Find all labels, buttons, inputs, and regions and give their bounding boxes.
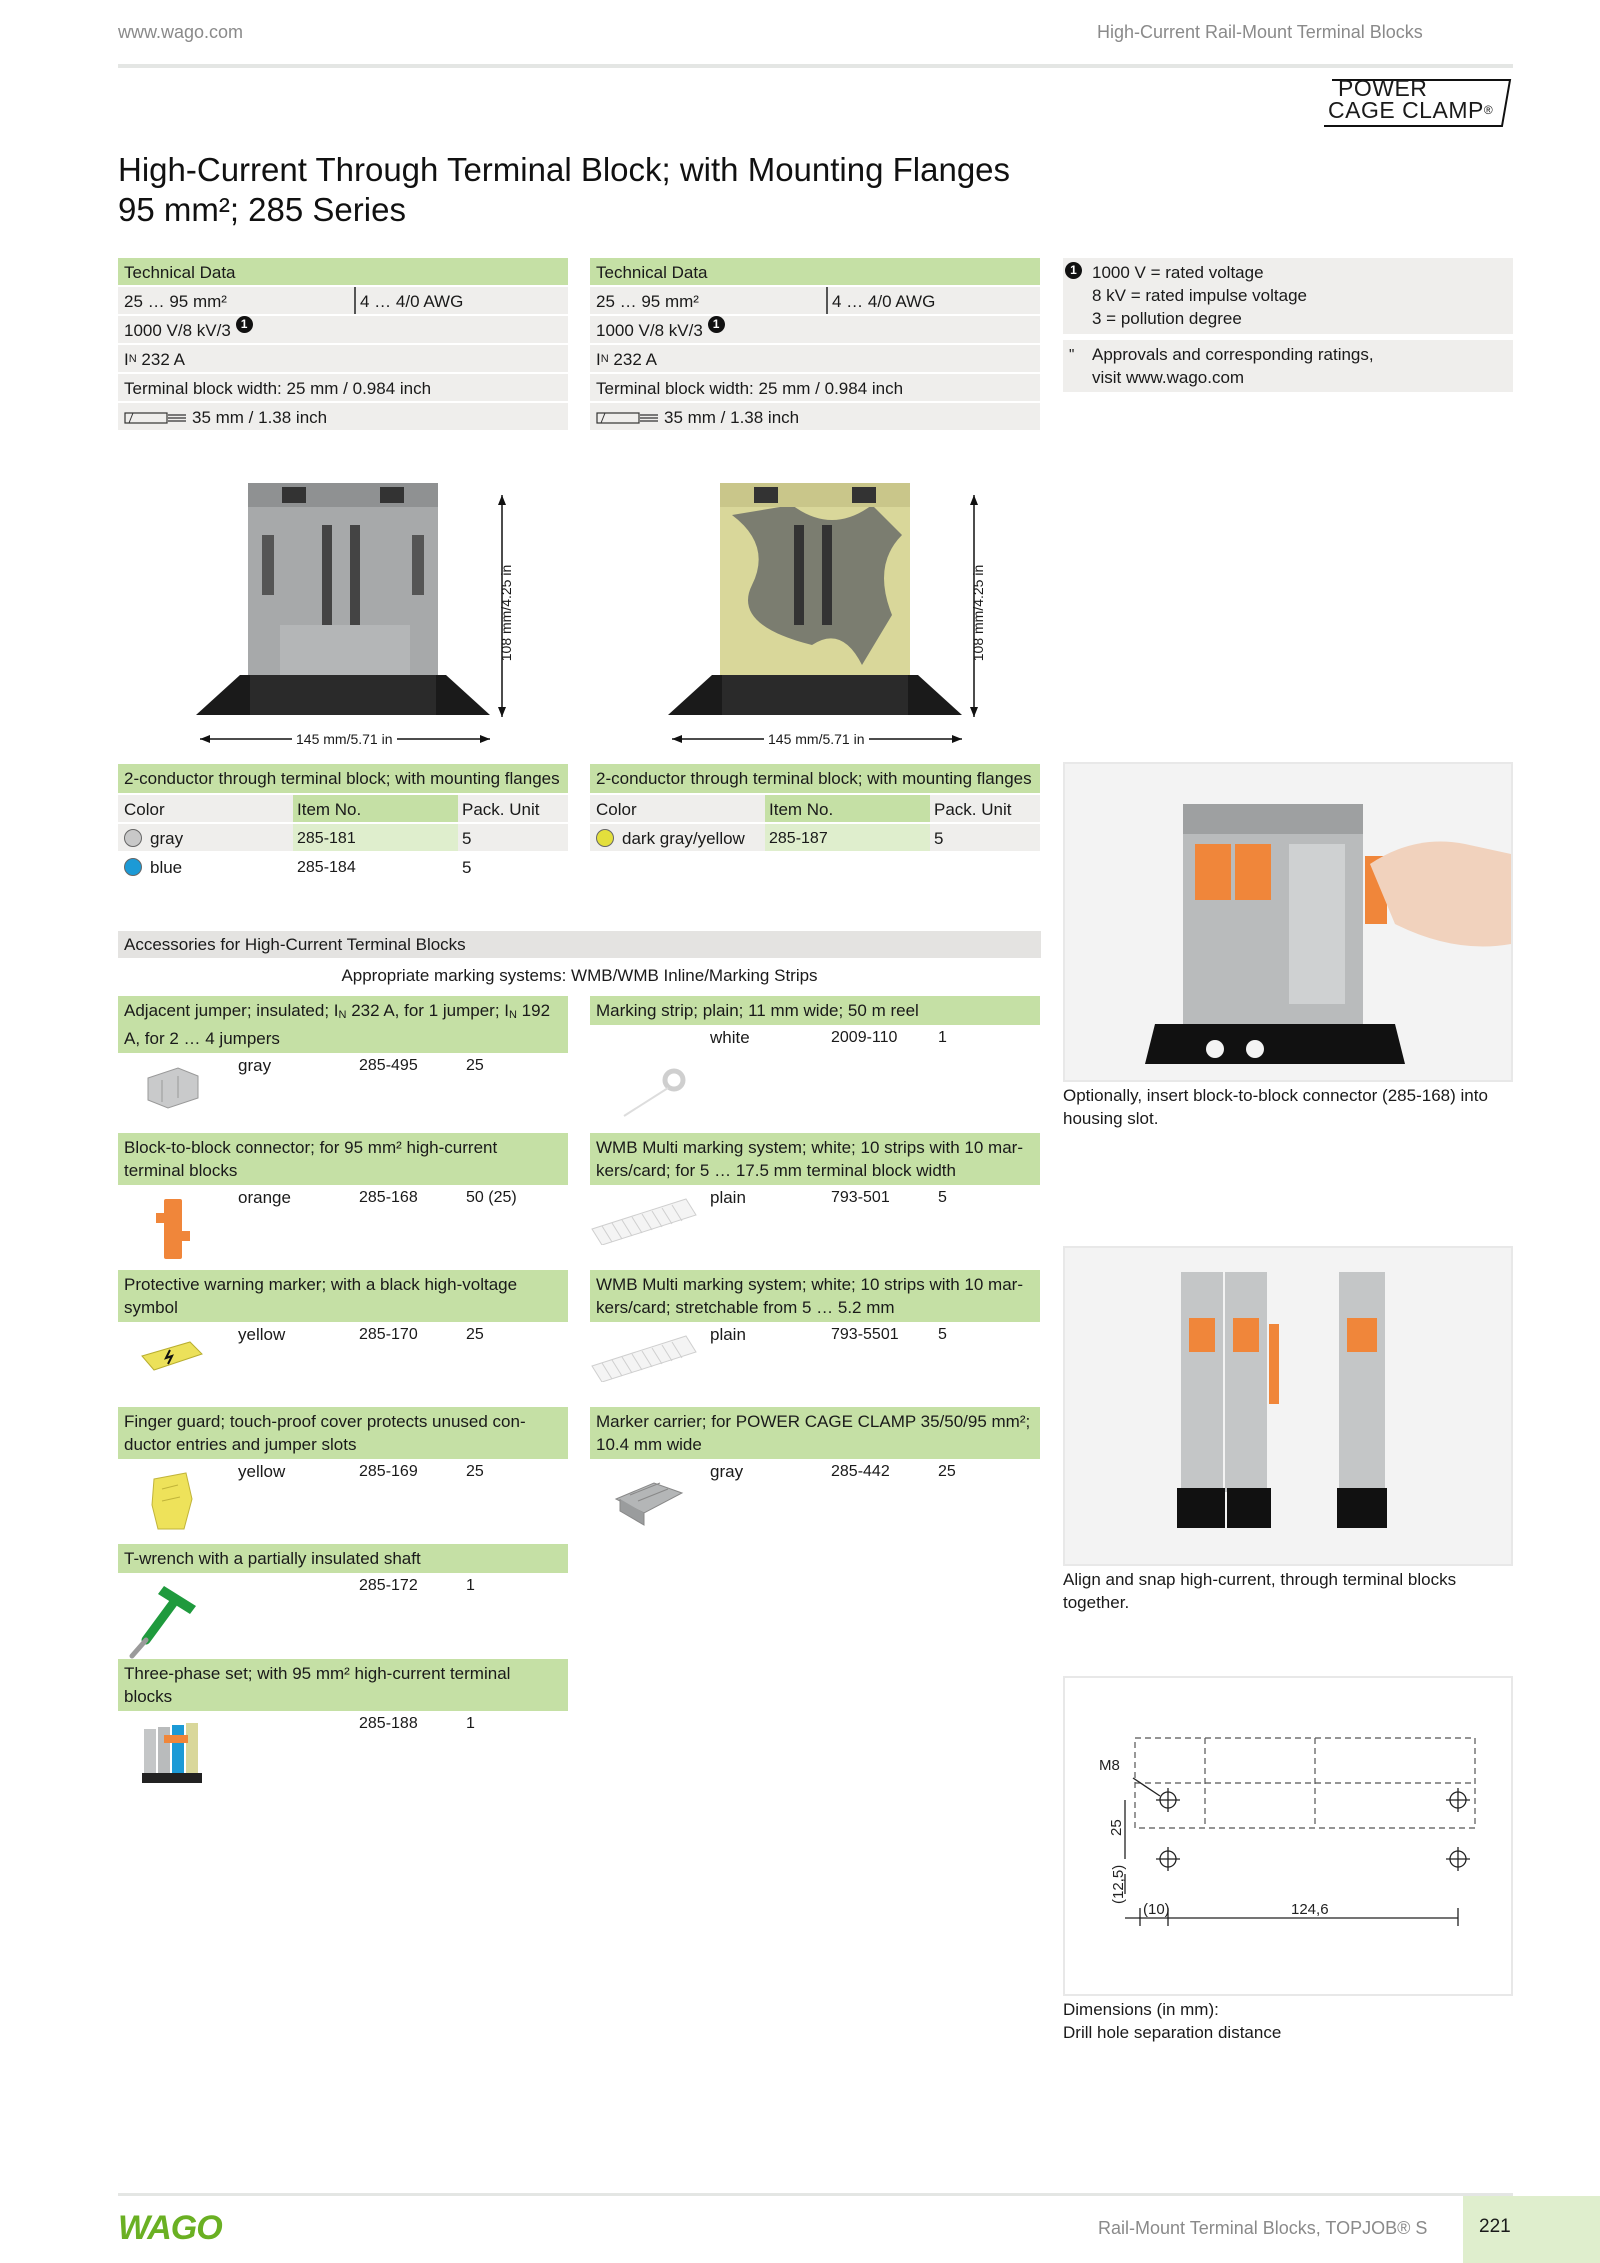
vertical-half-dimension-label: (12,5) [1110,1864,1127,1904]
marker-strip-thumbnail [590,1195,700,1245]
order-table-yellow [590,764,1040,851]
order-table-header: 2-conductor through terminal block; with mounting flanges [590,764,1040,793]
accessory-header: Marker carrier; for POWER CAGE CLAMP 35/50/95 mm²; 10.4 mm wide [590,1407,1040,1459]
tech-data-table-yellow [590,258,1040,432]
accessory-header: Finger guard; touch-proof cover protects unused con-ductor entries and jumper slots [118,1407,568,1459]
color-swatch-icon [124,858,142,876]
accessory-wmb-multi-1: WMB Multi marking system; white; 10 strips with 10 mar-kers/card; for 5 … 17.5 mm terminal block width plain 793-501 5 [590,1133,1040,1211]
accessory-t-wrench: T-wrench with a partially insulated shaft 285-172 1 [118,1544,568,1599]
three-phase-set-thumbnail [138,1719,218,1789]
width-dimension-label: 145 mm/5.71 in [764,731,869,747]
photo-insert-connector [1063,762,1513,1082]
product-image-gray [190,475,530,755]
accessory-header: WMB Multi marking system; white; 10 strips with 10 mar-kers/card; stretchable from 5 … 5.2 mm [590,1270,1040,1322]
accessory-marker-carrier: Marker carrier; for POWER CAGE CLAMP 35/50/95 mm²; 10.4 mm wide gray 285-442 25 [590,1407,1040,1485]
page-subtitle: 95 mm²; 285 Series [118,191,406,228]
wago-logo [118,2210,234,2249]
accessory-finger-guard: Finger guard; touch-proof cover protects unused con-ductor entries and jumper slots yellow 285-169 25 [118,1407,568,1485]
dimension-drawing [1063,1676,1513,1996]
height-dimension-label: 108 mm/4.25 in [498,564,514,662]
tech-data-width-row: Terminal block width: 25 mm / 0.984 inch [590,374,1040,403]
header-url[interactable]: www.wago.com [118,22,244,42]
product-image-yellow [662,475,1002,755]
color-swatch-icon [124,829,142,847]
note-marker-icon: 1 [236,316,253,333]
marker-carrier-thumbnail [610,1469,690,1529]
accessory-block-connector: Block-to-block connector; for 95 mm² high-current terminal blocks orange 285-168 50 (25) [118,1133,568,1211]
accessory-header: Block-to-block connector; for 95 mm² high-current terminal blocks [118,1133,568,1185]
accessories-bar: Accessories for High-Current Terminal Blocks [118,931,1041,958]
photo-caption-2: Align and snap high-current, through terminal blocks together. [1063,1570,1457,1612]
accessory-three-phase-set: Three-phase set; with 95 mm² high-current terminal blocks 285-188 1 [118,1659,568,1737]
photo-caption-1: Optionally, insert block-to-block connector (285-168) into housing slot. [1063,1086,1488,1128]
jumper-thumbnail [138,1058,208,1118]
accessory-header: Adjacent jumper; insulated; IN 232 A, for 1 jumper; IN 192 A, for 2 … 4 jumpers [118,996,568,1053]
accessory-header: Marking strip; plain; 11 mm wide; 50 m reel [590,996,1040,1025]
order-table-header: 2-conductor through terminal block; with mounting flanges [118,764,568,793]
tech-data-width-row: Terminal block width: 25 mm / 0.984 inch [118,374,568,403]
width-dimension-label: 145 mm/5.71 in [292,731,397,747]
footer-rule [118,2193,1513,2196]
approval-marker: " [1069,346,1075,363]
tech-data-cross-section-row: 25 … 95 mm² 4 … 4/0 AWG [118,287,568,316]
finger-guard-thumbnail [138,1469,208,1535]
stripped-wire-icon [596,411,660,425]
stripped-wire-icon [124,411,188,425]
photo-snap-together [1063,1246,1513,1566]
thread-label: M8 [1099,1757,1120,1774]
order-table-columns: Color Item No. Pack. Unit [118,793,568,822]
tech-data-voltage-row: 1000 V/8 kV/3 1 [590,316,1040,345]
warning-marker-thumbnail [138,1332,208,1382]
tech-data-current-row: I N 232 A [118,345,568,374]
t-wrench-thumbnail [124,1580,204,1660]
note-marker-icon: 1 [1065,262,1082,279]
order-table-columns: Color Item No. Pack. Unit [590,793,1040,822]
accessory-marking-strip: Marking strip; plain; 11 mm wide; 50 m reel white 2009-110 1 [590,996,1040,1051]
horizontal-offset-label: (10) [1143,1901,1170,1918]
footer-section: Rail-Mount Terminal Blocks, TOPJOB® S [1098,2218,1428,2238]
tech-data-strip-row: 35 mm / 1.38 inch [118,403,568,432]
height-dimension-label: 108 mm/4.25 in [970,564,986,662]
rating-note: 1 1000 V = rated voltage 8 kV = rated impulse voltage 3 = pollution degree [1063,258,1513,334]
tech-data-header: Technical Data [590,258,1040,287]
tech-data-table-gray [118,258,568,432]
page-title: High-Current Through Terminal Block; with Mounting Flanges [118,151,1011,188]
horizontal-dimension-label: 124,6 [1291,1901,1329,1918]
table-row: gray 285-181 5 [118,822,568,851]
tech-data-header: Technical Data [118,258,568,287]
order-table-gray [118,764,568,880]
table-row: dark gray/yellow 285-187 5 [590,822,1040,851]
drawing-caption-line2: Drill hole separation distance [1063,2023,1282,2042]
tech-data-cross-section-row: 25 … 95 mm² 4 … 4/0 AWG [590,287,1040,316]
accessory-header: WMB Multi marking system; white; 10 strips with 10 mar-kers/card; for 5 … 17.5 mm terminal block width [590,1133,1040,1185]
reel-thumbnail [610,1060,690,1120]
drawing-caption-line1: Dimensions (in mm): [1063,2000,1219,2019]
accessory-header: Protective warning marker; with a black high-voltage symbol [118,1270,568,1322]
marker-strip-thumbnail [590,1332,700,1382]
table-row: blue 285-184 5 [118,851,568,880]
page-number-box [1463,2196,1600,2263]
header-rule [118,64,1513,68]
accessory-wmb-multi-2: WMB Multi marking system; white; 10 strips with 10 mar-kers/card; stretchable from 5 … 5.2 mm plain 793-5501 5 [590,1270,1040,1348]
accessory-warning-marker: Protective warning marker; with a black high-voltage symbol yellow 285-170 25 [118,1270,568,1348]
accessory-header: Three-phase set; with 95 mm² high-current terminal blocks [118,1659,568,1711]
connector-thumbnail [138,1195,208,1265]
accessory-adjacent-jumper: Adjacent jumper; insulated; IN 232 A, for 1 jumper; IN 192 A, for 2 … 4 jumpers gray 285-495 25 [118,996,568,1079]
approval-note: " Approvals and corresponding ratings, visit www.wago.com [1063,340,1513,392]
terminal-block-illustration [668,483,962,715]
color-swatch-icon [596,829,614,847]
accessories-subtitle: Appropriate marking systems: WMB/WMB Inline/Marking Strips [341,966,818,985]
page-number: 221 [1479,2216,1511,2237]
power-cage-clamp-logo: POWER CAGE CLAMP® [1322,74,1512,130]
accessory-header: T-wrench with a partially insulated shaft [118,1544,568,1573]
tech-data-voltage-row: 1000 V/8 kV/3 1 [118,316,568,345]
note-marker-icon: 1 [708,316,725,333]
tech-data-current-row: I N 232 A [590,345,1040,374]
header-section: High-Current Rail-Mount Terminal Blocks [1097,22,1423,42]
vertical-dimension-label: 25 [1108,1819,1125,1836]
wago-logo-text: WAGO [118,2210,222,2244]
terminal-block-illustration [196,483,490,715]
tech-data-strip-row: 35 mm / 1.38 inch [590,403,1040,432]
